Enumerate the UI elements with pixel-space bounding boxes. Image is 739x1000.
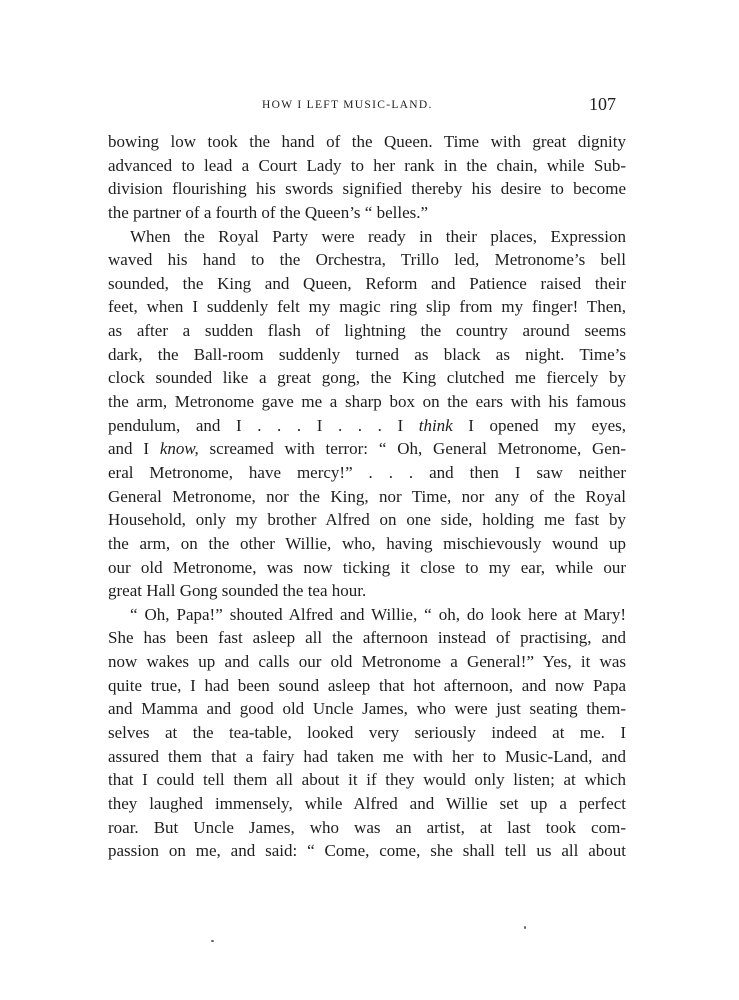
paragraph-first-line: When the Royal Party were ready in their places, Expression [130, 226, 626, 246]
running-head [0, 95, 739, 115]
text-line: the arm, Metronome gave me a sharp box on the ears with his famous [108, 392, 626, 412]
text-line: She has been fast asleep all the afternoon instead of practising, and [108, 628, 626, 648]
text-line: General Metronome, nor the King, nor Time, nor any of the Royal [108, 486, 626, 506]
text-line: passion on me, and said: “ Come, come, she shall tell us all about [108, 841, 626, 861]
text-line: division flourishing his swords signified thereby his desire to become [108, 179, 626, 199]
text-line: advanced to lead a Court Lady to her rank in the chain, while Sub- [108, 155, 626, 175]
text-line: and Mamma and good old Uncle James, who were just seating them- [108, 699, 626, 719]
text-line: Household, only my brother Alfred on one side, holding me fast by [108, 510, 626, 530]
paper-speck [211, 940, 214, 942]
text-line: eral Metronome, have mercy!” . . . and then I saw neither [108, 462, 626, 482]
text-line: selves at the tea-table, looked very seriously indeed at me. I [108, 723, 626, 743]
text-line: they laughed immensely, while Alfred and Willie set up a perfect [108, 793, 626, 813]
text-line: now wakes up and calls our old Metronome a General!” Yes, it was [108, 652, 626, 672]
page-number: 107 [589, 94, 616, 114]
emphasized-word: know, [159, 439, 199, 459]
text-line: dark, the Ball-room suddenly turned as black as night. Time’s [108, 344, 626, 364]
text-line-with-emphasis [108, 414, 626, 438]
text-line: clock sounded like a great gong, the King clutched me fiercely by [108, 368, 626, 388]
text-line: feet, when I suddenly felt my magic ring slip from my finger! Then, [108, 297, 626, 317]
text-line: quite true, I had been sound asleep that hot afternoon, and now Papa [108, 675, 626, 695]
text-line: waved his hand to the Orchestra, Trillo led, Metronome’s bell [108, 250, 626, 270]
running-title: HOW I LEFT MUSIC-LAND. [262, 99, 433, 111]
text-segment: I opened my eyes, [452, 415, 626, 435]
body-text [108, 130, 626, 863]
text-segment: pendulum, and I . . . I . . . I [108, 415, 419, 435]
text-segment: screamed with terror: “ Oh, General Metronome, Gen- [198, 439, 627, 459]
text-line-with-emphasis [108, 437, 626, 461]
text-line: roar. But Uncle James, who was an artist, at last took com- [108, 817, 626, 837]
text-line: that I could tell them all about it if they would only listen; at which [108, 770, 626, 790]
text-segment: and I [108, 439, 160, 459]
text-line: assured them that a fairy had taken me with her to Music-Land, and [108, 746, 626, 766]
text-line: our old Metronome, was now ticking it close to my ear, while our [108, 557, 626, 577]
paragraph-last-line: the partner of a fourth of the Queen’s “ belles.” [108, 202, 429, 222]
paragraph-first-line: “ Oh, Papa!” shouted Alfred and Willie, “ oh, do look here at Mary! [130, 604, 626, 624]
paper-speck [524, 926, 526, 929]
paragraph-last-line: great Hall Gong sounded the tea hour. [108, 581, 367, 601]
emphasized-word: think [418, 415, 453, 435]
text-line: as after a sudden flash of lightning the country around seems [108, 321, 626, 341]
text-line: sounded, the King and Queen, Reform and Patience raised their [108, 273, 626, 293]
text-line: the arm, on the other Willie, who, having mischievously wound up [108, 533, 626, 553]
text-line: bowing low took the hand of the Queen. Time with great dignity [108, 132, 626, 151]
